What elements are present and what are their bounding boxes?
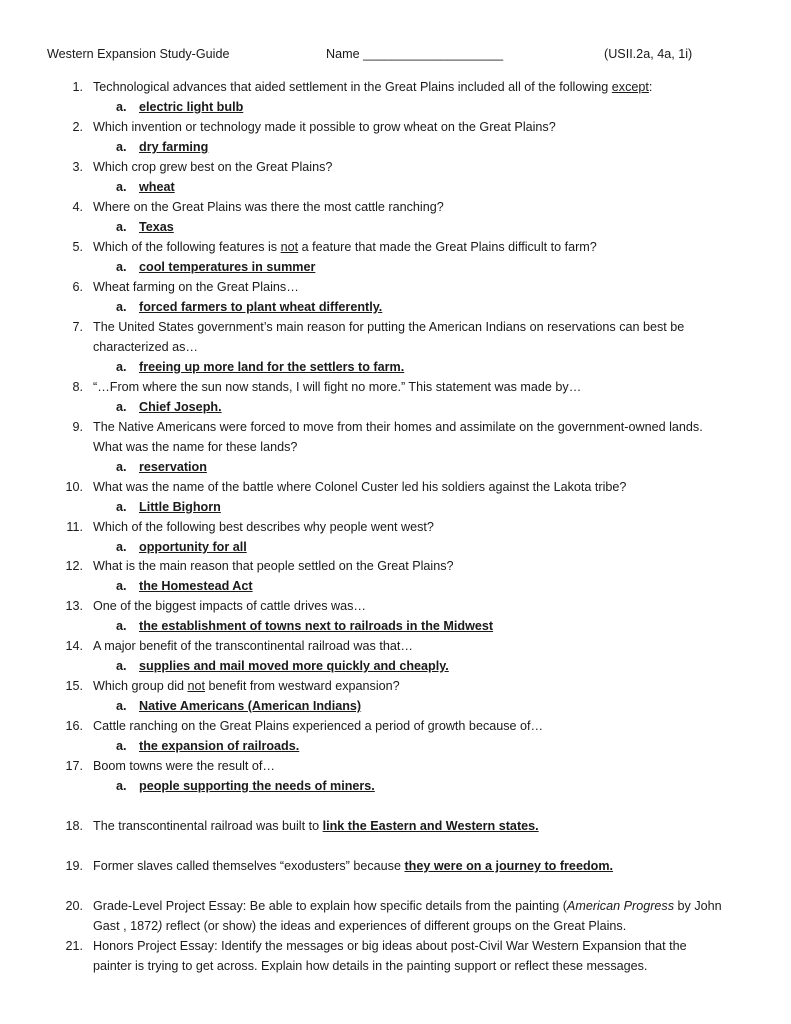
question-5 <box>0 240 791 258</box>
answer-letter: a. <box>116 460 127 474</box>
answer-text: Texas <box>139 220 174 234</box>
answer-9 <box>0 460 791 478</box>
answer-letter: a. <box>116 779 127 793</box>
answer-letter: a. <box>116 500 127 514</box>
question-number: 19. <box>65 859 83 873</box>
question-10 <box>0 480 791 498</box>
question-text: Former slaves called themselves “exodusters” because they were on a journey to freedom. <box>93 859 614 873</box>
answer-text: wheat <box>139 180 175 194</box>
question-14 <box>0 639 791 657</box>
answer-letter: a. <box>116 360 127 374</box>
answer-5 <box>0 260 791 278</box>
question-7 <box>0 320 791 338</box>
question-text: The Native Americans were forced to move from their homes and assimilate on the government-owned lands. <box>93 420 703 434</box>
question-text: One of the biggest impacts of cattle drives was… <box>93 599 366 613</box>
answer-letter: a. <box>116 540 127 554</box>
question-text: Boom towns were the result of… <box>93 759 275 773</box>
answer-16 <box>0 739 791 757</box>
question-number: 1. <box>72 80 83 94</box>
question-text: What was the name for these lands? <box>93 440 298 454</box>
answer-letter: a. <box>116 699 127 713</box>
question-text: The United States government’s main reason for putting the American Indians on reservations can best be <box>93 320 685 334</box>
question-20 <box>0 899 791 917</box>
question-number: 12. <box>65 559 83 573</box>
question-text: Wheat farming on the Great Plains… <box>93 280 299 294</box>
question-3 <box>0 160 791 178</box>
question-9 <box>0 420 791 438</box>
answer-text: opportunity for all <box>139 540 247 554</box>
answer-text: they were on a journey to freedom. <box>404 859 614 873</box>
answer-1 <box>0 100 791 118</box>
question-number: 20. <box>65 899 83 913</box>
answer-letter: a. <box>116 140 127 154</box>
answer-letter: a. <box>116 100 127 114</box>
question-text: Which invention or technology made it possible to grow wheat on the Great Plains? <box>93 120 556 134</box>
question-text: Gast , 1872) reflect (or show) the ideas and experiences of different groups on the Great Plains. <box>93 919 627 933</box>
answer-12 <box>0 579 791 597</box>
question-text: painter is trying to get across. Explain how details in the painting support or reflect these messages. <box>93 959 648 973</box>
question-number: 13. <box>65 599 83 613</box>
question-number: 10. <box>65 480 83 494</box>
answer-text: freeing up more land for the settlers to farm. <box>139 360 405 374</box>
answer-text: electric light bulb <box>139 100 244 114</box>
question-6 <box>0 280 791 298</box>
question-7-continued <box>0 340 791 358</box>
question-text: Technological advances that aided settlement in the Great Plains included all of the following except: <box>93 80 653 94</box>
question-text: Which group did not benefit from westward expansion? <box>93 679 400 693</box>
answer-letter: a. <box>116 659 127 673</box>
question-text: What is the main reason that people settled on the Great Plains? <box>93 559 454 573</box>
answer-17 <box>0 779 791 797</box>
answer-letter: a. <box>116 260 127 274</box>
answer-14 <box>0 659 791 677</box>
question-18 <box>0 819 791 837</box>
answer-11 <box>0 540 791 558</box>
answer-text: the expansion of railroads. <box>139 739 300 753</box>
question-text: Which of the following best describes why people went west? <box>93 520 434 534</box>
answer-text: dry farming <box>139 140 209 154</box>
question-number: 3. <box>72 160 83 174</box>
question-19 <box>0 859 791 877</box>
answer-letter: a. <box>116 180 127 194</box>
question-text: Cattle ranching on the Great Plains experienced a period of growth because of… <box>93 719 544 733</box>
answer-text: cool temperatures in summer <box>139 260 316 274</box>
answer-8 <box>0 400 791 418</box>
header <box>0 47 791 65</box>
answer-4 <box>0 220 791 238</box>
painting-title: American Progress <box>566 899 675 913</box>
answer-15 <box>0 699 791 717</box>
question-number: 2. <box>72 120 83 134</box>
answer-3 <box>0 180 791 198</box>
answer-letter: a. <box>116 579 127 593</box>
answer-text: the Homestead Act <box>139 579 253 593</box>
question-text: characterized as… <box>93 340 198 354</box>
question-number: 15. <box>65 679 83 693</box>
question-9-continued <box>0 440 791 458</box>
question-20-continued <box>0 919 791 937</box>
question-16 <box>0 719 791 737</box>
question-11 <box>0 520 791 538</box>
answer-letter: a. <box>116 300 127 314</box>
answer-text: Chief Joseph. <box>139 400 222 414</box>
name-field: Name ____________________ <box>326 47 504 61</box>
question-8 <box>0 380 791 398</box>
document-title: Western Expansion Study-Guide <box>47 47 230 61</box>
answer-10 <box>0 500 791 518</box>
question-15 <box>0 679 791 697</box>
question-1 <box>0 80 791 98</box>
question-number: 21. <box>65 939 83 953</box>
question-21 <box>0 939 791 957</box>
question-number: 17. <box>65 759 83 773</box>
question-text: “…From where the sun now stands, I will fight no more.” This statement was made by… <box>93 380 582 394</box>
question-text: Which of the following features is not a feature that made the Great Plains difficult to farm? <box>93 240 597 254</box>
answer-letter: a. <box>116 619 127 633</box>
answer-text: Native Americans (American Indians) <box>139 699 362 713</box>
question-number: 16. <box>65 719 83 733</box>
answer-6 <box>0 300 791 318</box>
question-text: Where on the Great Plains was there the most cattle ranching? <box>93 200 444 214</box>
question-number: 8. <box>72 380 83 394</box>
question-number: 6. <box>72 280 83 294</box>
question-text: Honors Project Essay: Identify the messages or big ideas about post-Civil War Western Expansion that the <box>93 939 687 953</box>
answer-text: the establishment of towns next to railroads in the Midwest <box>139 619 494 633</box>
question-text: Which crop grew best on the Great Plains? <box>93 160 333 174</box>
question-number: 9. <box>72 420 83 434</box>
answer-text: forced farmers to plant wheat differently. <box>139 300 383 314</box>
question-17 <box>0 759 791 777</box>
answer-text: supplies and mail moved more quickly and cheaply. <box>139 659 449 673</box>
question-4 <box>0 200 791 218</box>
standards-reference: (USII.2a, 4a, 1i) <box>604 47 693 61</box>
question-number: 14. <box>65 639 83 653</box>
answer-text: link the Eastern and Western states. <box>322 819 539 833</box>
answer-text: reservation <box>139 460 207 474</box>
question-13 <box>0 599 791 617</box>
question-number: 4. <box>72 200 83 214</box>
answer-text: people supporting the needs of miners. <box>139 779 375 793</box>
answer-letter: a. <box>116 400 127 414</box>
question-text: A major benefit of the transcontinental railroad was that… <box>93 639 413 653</box>
question-21-continued <box>0 959 791 977</box>
question-number: 11. <box>66 520 83 534</box>
question-12 <box>0 559 791 577</box>
answer-text: Little Bighorn <box>139 500 221 514</box>
answer-2 <box>0 140 791 158</box>
question-number: 18. <box>65 819 83 833</box>
answer-7 <box>0 360 791 378</box>
question-text: The transcontinental railroad was built to link the Eastern and Western states. <box>93 819 539 833</box>
question-number: 7. <box>72 320 83 334</box>
question-2 <box>0 120 791 138</box>
answer-letter: a. <box>116 739 127 753</box>
answer-letter: a. <box>116 220 127 234</box>
question-text: Grade-Level Project Essay: Be able to explain how specific details from the painting (American Progress by John <box>93 899 722 913</box>
question-number: 5. <box>72 240 83 254</box>
question-text: What was the name of the battle where Colonel Custer led his soldiers against the Lakota tribe? <box>93 480 627 494</box>
answer-13 <box>0 619 791 637</box>
